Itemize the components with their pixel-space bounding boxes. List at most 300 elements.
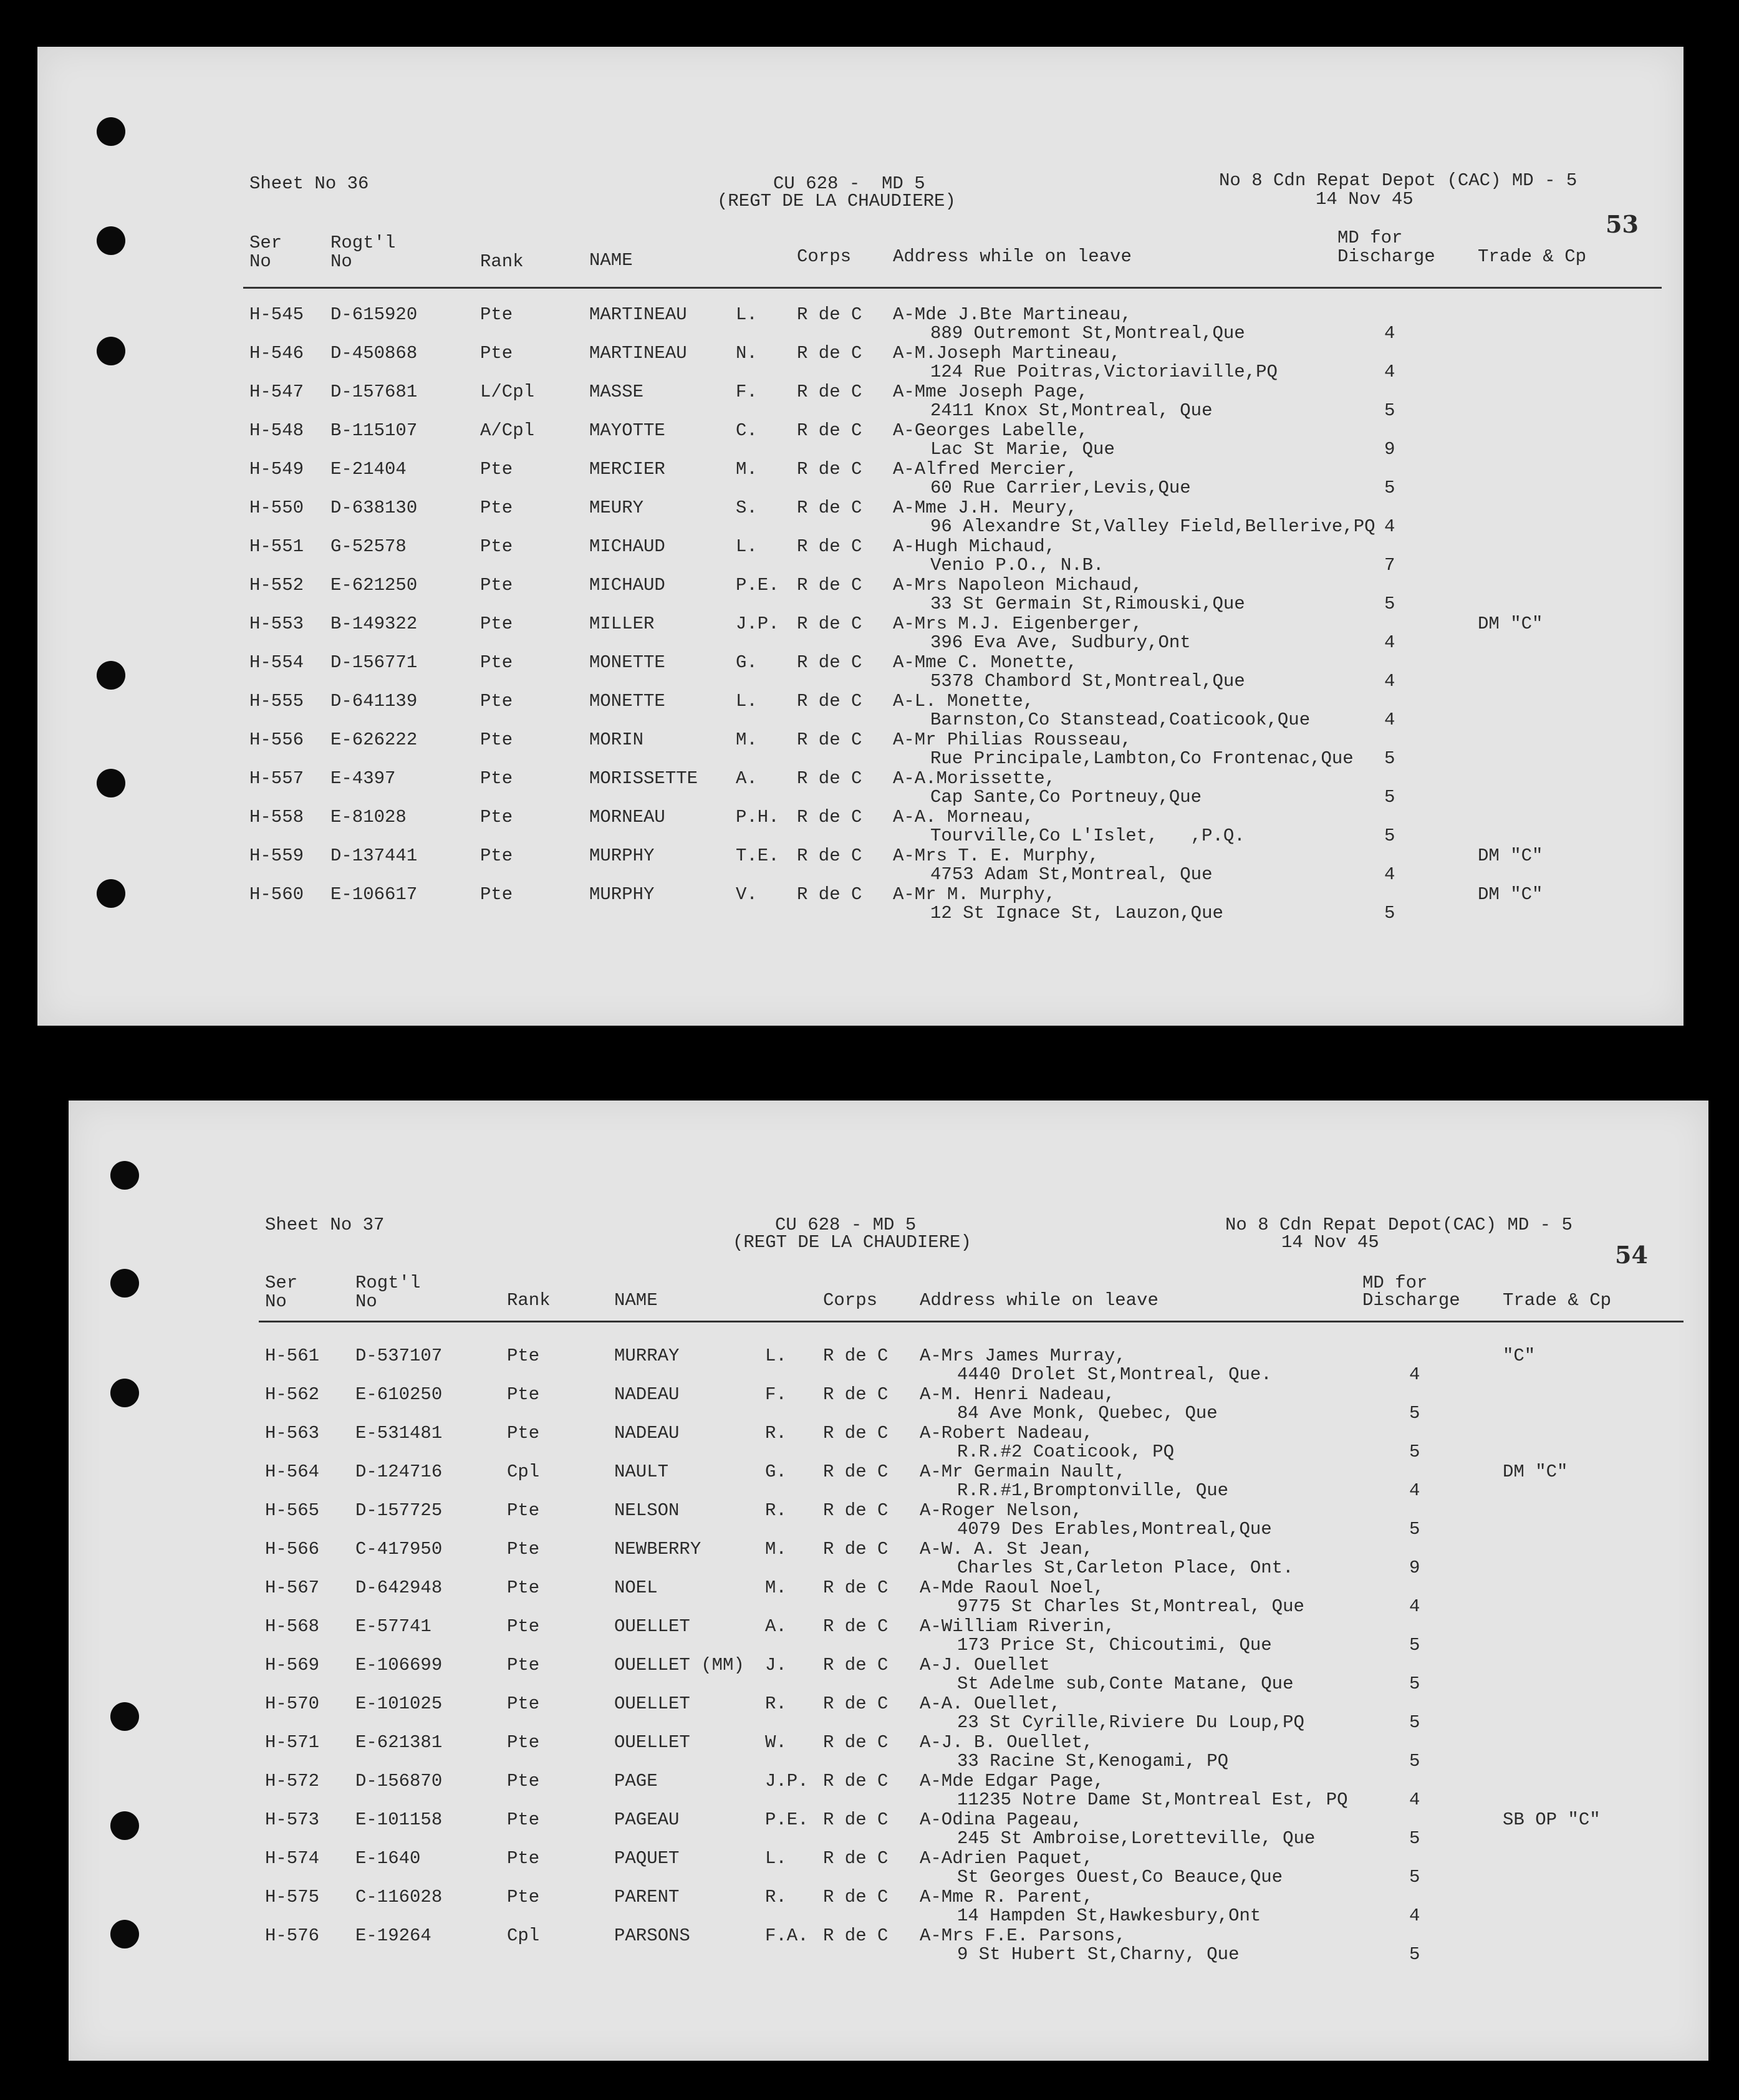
service-serial: H-549: [249, 459, 304, 479]
regimental-number: G-52578: [330, 536, 407, 557]
service-serial: H-547: [249, 382, 304, 402]
corps: R de C: [797, 575, 862, 595]
regimental-number: E-81028: [330, 807, 407, 827]
roll-row: [37, 769, 1684, 808]
initials: P.H.: [736, 807, 779, 827]
roll-row: [37, 306, 1684, 344]
depot-date: 14 Nov 45: [1316, 189, 1414, 210]
header-rule: [259, 1321, 1684, 1322]
rank: Pte: [507, 1500, 540, 1521]
roll-row: [37, 615, 1684, 653]
col-name: NAME: [614, 1290, 658, 1311]
leave-address-line-1: A-A. Ouellet,: [920, 1693, 1061, 1714]
regimental-number: C-417950: [355, 1539, 443, 1559]
corps: R de C: [823, 1577, 889, 1598]
surname: MURRAY: [614, 1346, 680, 1366]
col-ser-2: No: [249, 251, 271, 272]
leave-address-line-2: St Adelme sub,Conte Matane, Que: [957, 1674, 1294, 1694]
md-for-discharge: 5: [1409, 1403, 1420, 1423]
corps: R de C: [797, 807, 862, 827]
regimental-number: B-149322: [330, 614, 418, 634]
leave-address-line-2: Venio P.O., N.B.: [930, 555, 1104, 576]
regimental-number: D-137441: [330, 845, 418, 866]
col-name: NAME: [589, 250, 633, 271]
corps: R de C: [823, 1732, 889, 1753]
md-for-discharge: 9: [1409, 1558, 1420, 1578]
initials: N.: [736, 343, 758, 364]
leave-address-line-2: R.R.#1,Bromptonville, Que: [957, 1480, 1229, 1501]
service-serial: H-552: [249, 575, 304, 595]
leave-address-line-1: A-Robert Nadeau,: [920, 1423, 1094, 1443]
roll-row: [69, 1501, 1708, 1540]
surname: MONETTE: [589, 652, 665, 673]
initials: J.: [765, 1655, 787, 1675]
surname: MICHAUD: [589, 536, 665, 557]
service-serial: H-562: [265, 1384, 320, 1405]
initials: L.: [736, 536, 758, 557]
initials: S.: [736, 498, 758, 518]
corps: R de C: [797, 459, 862, 479]
roll-row: [37, 847, 1684, 885]
rank: Pte: [507, 1655, 540, 1675]
surname: NADEAU: [614, 1423, 680, 1443]
service-serial: H-555: [249, 691, 304, 711]
initials: R.: [765, 1423, 787, 1443]
surname: MURPHY: [589, 845, 655, 866]
service-serial: H-563: [265, 1423, 320, 1443]
md-for-discharge: 5: [1409, 1867, 1420, 1887]
leave-address-line-1: A-Mme R. Parent,: [920, 1887, 1094, 1907]
regimental-number: E-21404: [330, 459, 407, 479]
rank: Pte: [507, 1848, 540, 1869]
roll-row: [69, 1385, 1708, 1424]
service-serial: H-553: [249, 614, 304, 634]
leave-address-line-2: Charles St,Carleton Place, Ont.: [957, 1558, 1294, 1578]
surname: PARSONS: [614, 1925, 690, 1946]
corps: R de C: [797, 498, 862, 518]
surname: MURPHY: [589, 884, 655, 905]
rank: Pte: [507, 1616, 540, 1637]
leave-address-line-2: 4079 Des Erables,Montreal,Que: [957, 1519, 1272, 1539]
service-serial: H-571: [265, 1732, 320, 1753]
roll-row: [69, 1424, 1708, 1463]
service-serial: H-570: [265, 1693, 320, 1714]
leave-address-line-2: 23 St Cyrille,Riviere Du Loup,PQ: [957, 1712, 1304, 1733]
initials: G.: [765, 1462, 787, 1482]
service-serial: H-569: [265, 1655, 320, 1675]
regimental-number: E-106617: [330, 884, 418, 905]
initials: R.: [765, 1693, 787, 1714]
initials: L.: [736, 691, 758, 711]
depot-line-1: No 8 Cdn Repat Depot(CAC) MD - 5: [1225, 1215, 1573, 1235]
regimental-number: D-156771: [330, 652, 418, 673]
service-serial: H-573: [265, 1809, 320, 1830]
leave-address-line-1: A-Odina Pageau,: [920, 1809, 1083, 1830]
leave-address-line-1: A-Mde Raoul Noel,: [920, 1577, 1104, 1598]
col-md-1: MD for: [1337, 228, 1403, 248]
leave-address-line-2: 60 Rue Carrier,Levis,Que: [930, 478, 1191, 498]
md-for-discharge: 5: [1384, 748, 1395, 769]
rank: Pte: [507, 1771, 540, 1791]
leave-address-line-2: 9775 St Charles St,Montreal, Que: [957, 1596, 1304, 1617]
leave-address-line-1: A-A.Morissette,: [893, 768, 1056, 789]
col-rank: Rank: [480, 251, 524, 272]
rank: Pte: [507, 1693, 540, 1714]
surname: PARENT: [614, 1887, 680, 1907]
leave-address-line-1: A-Hugh Michaud,: [893, 536, 1056, 557]
regimental-number: E-610250: [355, 1384, 443, 1405]
service-serial: H-576: [265, 1925, 320, 1946]
leave-address-line-2: 889 Outremont St,Montreal,Que: [930, 323, 1245, 344]
roll-row: [69, 1733, 1708, 1772]
roll-row: [69, 1617, 1708, 1656]
roll-row: [69, 1656, 1708, 1695]
corps: R de C: [823, 1462, 889, 1482]
roll-row: [37, 537, 1684, 576]
leave-address-line-1: A-Mr M. Murphy,: [893, 884, 1056, 905]
regimental-number: D-156870: [355, 1771, 443, 1791]
initials: F.: [736, 382, 758, 402]
leave-address-line-2: 245 St Ambroise,Loretteville, Que: [957, 1828, 1316, 1849]
roll-row: [37, 421, 1684, 460]
leave-address-line-2: Tourville,Co L'Islet, ,P.Q.: [930, 826, 1245, 846]
leave-address-line-1: A-Mr Germain Nault,: [920, 1462, 1126, 1482]
service-serial: H-545: [249, 304, 304, 325]
regimental-number: E-4397: [330, 768, 396, 789]
regimental-number: D-537107: [355, 1346, 443, 1366]
leave-address-line-1: A-Mr Philias Rousseau,: [893, 730, 1132, 750]
roll-row: [69, 1540, 1708, 1579]
leave-address-line-1: A-J. Ouellet: [920, 1655, 1050, 1675]
md-for-discharge: 4: [1384, 516, 1395, 537]
regimental-number: D-450868: [330, 343, 418, 364]
regimental-number: D-124716: [355, 1462, 443, 1482]
trade-and-cp: DM "C": [1478, 614, 1543, 634]
leave-address-line-2: 11235 Notre Dame St,Montreal Est, PQ: [957, 1789, 1348, 1810]
rank: A/Cpl: [480, 420, 535, 441]
regimental-number: E-621381: [355, 1732, 443, 1753]
service-serial: H-561: [265, 1346, 320, 1366]
initials: M.: [765, 1539, 787, 1559]
punch-hole: [97, 117, 125, 146]
leave-address-line-2: 4440 Drolet St,Montreal, Que.: [957, 1364, 1272, 1385]
col-trade: Trade & Cp: [1478, 246, 1587, 267]
rank: Pte: [507, 1384, 540, 1405]
col-address: Address while on leave: [893, 246, 1132, 267]
surname: MORNEAU: [589, 807, 665, 827]
regimental-number: E-1640: [355, 1848, 421, 1869]
leave-address-line-2: 33 Racine St,Kenogami, PQ: [957, 1751, 1229, 1771]
corps: R de C: [823, 1500, 889, 1521]
surname: MORISSETTE: [589, 768, 698, 789]
col-regt-2: No: [355, 1291, 377, 1312]
corps: R de C: [797, 343, 862, 364]
rank: Pte: [507, 1732, 540, 1753]
rank: Pte: [480, 343, 513, 364]
roll-row: [37, 731, 1684, 769]
initials: M.: [736, 459, 758, 479]
initials: V.: [736, 884, 758, 905]
regimental-number: E-19264: [355, 1925, 431, 1946]
leave-address-line-1: A-A. Morneau,: [893, 807, 1034, 827]
rank: Pte: [480, 614, 513, 634]
col-corps: Corps: [823, 1290, 878, 1311]
corps: R de C: [797, 691, 862, 711]
trade-and-cp: SB OP "C": [1503, 1809, 1601, 1830]
leave-address-line-2: 9 St Hubert St,Charny, Que: [957, 1944, 1240, 1965]
rank: Pte: [480, 575, 513, 595]
regimental-number: D-157681: [330, 382, 418, 402]
corps: R de C: [797, 652, 862, 673]
rank: Pte: [480, 845, 513, 866]
service-serial: H-565: [265, 1500, 320, 1521]
surname: MARTINEAU: [589, 304, 687, 325]
md-for-discharge: 7: [1384, 555, 1395, 576]
initials: L.: [765, 1346, 787, 1366]
rank: Pte: [480, 730, 513, 750]
surname: NADEAU: [614, 1384, 680, 1405]
corps: R de C: [797, 845, 862, 866]
unit-line-1: CU 628 - MD 5: [773, 173, 925, 194]
rank: Pte: [507, 1577, 540, 1598]
initials: L.: [736, 304, 758, 325]
service-serial: H-554: [249, 652, 304, 673]
initials: T.E.: [736, 845, 779, 866]
corps: R de C: [823, 1655, 889, 1675]
regimental-number: D-157725: [355, 1500, 443, 1521]
surname: MONETTE: [589, 691, 665, 711]
col-rank: Rank: [507, 1290, 551, 1311]
roll-row: [69, 1463, 1708, 1501]
surname: NEWBERRY: [614, 1539, 701, 1559]
service-serial: H-557: [249, 768, 304, 789]
leave-address-line-1: A-Mrs James Murray,: [920, 1346, 1126, 1366]
leave-address-line-1: A-Mrs F.E. Parsons,: [920, 1925, 1126, 1946]
md-for-discharge: 5: [1409, 1519, 1420, 1539]
surname: MERCIER: [589, 459, 665, 479]
rank: Pte: [480, 536, 513, 557]
md-for-discharge: 4: [1384, 864, 1395, 885]
sheet-number: Sheet No 37: [265, 1215, 385, 1235]
rank: Pte: [480, 691, 513, 711]
initials: P.E.: [765, 1809, 809, 1830]
page-number: 53: [1606, 210, 1639, 238]
corps: R de C: [797, 382, 862, 402]
service-serial: H-567: [265, 1577, 320, 1598]
corps: R de C: [797, 614, 862, 634]
rank: Pte: [480, 498, 513, 518]
corps: R de C: [823, 1693, 889, 1714]
trade-and-cp: "C": [1503, 1346, 1536, 1366]
md-for-discharge: 4: [1409, 1905, 1420, 1926]
roll-row: [69, 1695, 1708, 1733]
initials: J.P.: [765, 1771, 809, 1791]
header-rule: [243, 287, 1662, 289]
surname: OUELLET: [614, 1693, 690, 1714]
md-for-discharge: 9: [1384, 439, 1395, 460]
roll-row: [37, 576, 1684, 615]
leave-address-line-2: 4753 Adam St,Montreal, Que: [930, 864, 1213, 885]
regimental-number: D-642948: [355, 1577, 443, 1598]
roll-row: [69, 1888, 1708, 1927]
col-address: Address while on leave: [920, 1290, 1159, 1311]
regimental-number: C-116028: [355, 1887, 443, 1907]
leave-address-line-1: A-W. A. St Jean,: [920, 1539, 1094, 1559]
rank: Pte: [507, 1887, 540, 1907]
initials: F.: [765, 1384, 787, 1405]
surname: MORIN: [589, 730, 644, 750]
surname: OUELLET (MM): [614, 1655, 744, 1675]
roll-row: [37, 499, 1684, 537]
leave-address-line-1: A-J. B. Ouellet,: [920, 1732, 1094, 1753]
corps: R de C: [823, 1346, 889, 1366]
md-for-discharge: 5: [1384, 478, 1395, 498]
md-for-discharge: 5: [1409, 1944, 1420, 1965]
leave-address-line-1: A-Adrien Paquet,: [920, 1848, 1094, 1869]
md-for-discharge: 5: [1409, 1674, 1420, 1694]
col-regt-1: Rogt'l: [330, 233, 396, 253]
nominal-roll-sheet-37: [69, 1101, 1708, 2061]
leave-address-line-2: 12 St Ignace St, Lauzon,Que: [930, 903, 1223, 923]
leave-address-line-1: A-Mme C. Monette,: [893, 652, 1077, 673]
surname: MILLER: [589, 614, 655, 634]
surname: NELSON: [614, 1500, 680, 1521]
leave-address-line-1: A-Mrs Napoleon Michaud,: [893, 575, 1143, 595]
md-for-discharge: 5: [1384, 826, 1395, 846]
trade-and-cp: DM "C": [1478, 884, 1543, 905]
roll-row: [69, 1849, 1708, 1888]
md-for-discharge: 4: [1409, 1480, 1420, 1501]
leave-address-line-1: A-Mme J.H. Meury,: [893, 498, 1077, 518]
corps: R de C: [823, 1809, 889, 1830]
surname: PAGE: [614, 1771, 658, 1791]
initials: C.: [736, 420, 758, 441]
sheet-number: Sheet No 36: [249, 173, 369, 194]
roll-row: [37, 653, 1684, 692]
md-for-discharge: 4: [1384, 671, 1395, 691]
leave-address-line-2: 96 Alexandre St,Valley Field,Bellerive,PQ: [930, 516, 1375, 537]
rank: Pte: [480, 459, 513, 479]
md-for-discharge: 5: [1384, 903, 1395, 923]
initials: M.: [736, 730, 758, 750]
md-for-discharge: 5: [1409, 1635, 1420, 1655]
leave-address-line-2: Rue Principale,Lambton,Co Frontenac,Que: [930, 748, 1354, 769]
rank: Cpl: [507, 1462, 540, 1482]
surname: NAULT: [614, 1462, 669, 1482]
leave-address-line-1: A-Georges Labelle,: [893, 420, 1089, 441]
col-trade: Trade & Cp: [1503, 1290, 1612, 1311]
leave-address-line-1: A-L. Monette,: [893, 691, 1034, 711]
rank: Pte: [507, 1346, 540, 1366]
leave-address-line-1: A-Mde Edgar Page,: [920, 1771, 1104, 1791]
surname: MICHAUD: [589, 575, 665, 595]
md-for-discharge: 4: [1409, 1364, 1420, 1385]
col-regt-2: No: [330, 251, 352, 272]
md-for-discharge: 4: [1384, 362, 1395, 382]
corps: R de C: [823, 1925, 889, 1946]
initials: W.: [765, 1732, 787, 1753]
col-corps: Corps: [797, 246, 852, 267]
surname: NOEL: [614, 1577, 658, 1598]
corps: R de C: [823, 1539, 889, 1559]
md-for-discharge: 5: [1384, 400, 1395, 421]
rank: Pte: [480, 884, 513, 905]
trade-and-cp: DM "C": [1478, 845, 1543, 866]
col-md-2: Discharge: [1362, 1290, 1460, 1311]
md-for-discharge: 4: [1384, 710, 1395, 730]
corps: R de C: [823, 1384, 889, 1405]
roll-row: [69, 1927, 1708, 1965]
roll-row: [37, 344, 1684, 383]
depot-date: 14 Nov 45: [1281, 1232, 1379, 1253]
surname: PAGEAU: [614, 1809, 680, 1830]
rank: Pte: [480, 304, 513, 325]
surname: MASSE: [589, 382, 644, 402]
rank: Pte: [480, 652, 513, 673]
surname: MARTINEAU: [589, 343, 687, 364]
corps: R de C: [823, 1616, 889, 1637]
md-for-discharge: 5: [1409, 1712, 1420, 1733]
corps: R de C: [797, 536, 862, 557]
service-serial: H-575: [265, 1887, 320, 1907]
service-serial: H-551: [249, 536, 304, 557]
regimental-number: E-531481: [355, 1423, 443, 1443]
service-serial: H-566: [265, 1539, 320, 1559]
nominal-roll-sheet-36: [37, 47, 1684, 1026]
corps: R de C: [797, 884, 862, 905]
col-ser-1: Ser: [265, 1273, 298, 1293]
roll-row: [37, 692, 1684, 731]
service-serial: H-546: [249, 343, 304, 364]
page-number: 54: [1615, 1241, 1648, 1269]
unit-line-1: CU 628 - MD 5: [775, 1215, 917, 1235]
surname: MAYOTTE: [589, 420, 665, 441]
service-serial: H-568: [265, 1616, 320, 1637]
service-serial: H-572: [265, 1771, 320, 1791]
punch-hole: [110, 1269, 139, 1298]
regimental-number: D-638130: [330, 498, 418, 518]
leave-address-line-2: 124 Rue Poitras,Victoriaville,PQ: [930, 362, 1278, 382]
rank: Pte: [507, 1539, 540, 1559]
punch-hole: [97, 226, 125, 255]
col-md-2: Discharge: [1337, 246, 1435, 267]
rank: Cpl: [507, 1925, 540, 1946]
service-serial: H-550: [249, 498, 304, 518]
regimental-number: D-641139: [330, 691, 418, 711]
roll-row: [69, 1811, 1708, 1849]
regimental-number: E-621250: [330, 575, 418, 595]
leave-address-line-2: 173 Price St, Chicoutimi, Que: [957, 1635, 1272, 1655]
rank: Pte: [480, 807, 513, 827]
surname: OUELLET: [614, 1616, 690, 1637]
md-for-discharge: 5: [1409, 1751, 1420, 1771]
roll-row: [37, 383, 1684, 421]
leave-address-line-2: R.R.#2 Coaticook, PQ: [957, 1442, 1175, 1462]
initials: J.P.: [736, 614, 779, 634]
corps: R de C: [823, 1423, 889, 1443]
leave-address-line-2: 33 St Germain St,Rimouski,Que: [930, 594, 1245, 614]
initials: P.E.: [736, 575, 779, 595]
initials: F.A.: [765, 1925, 809, 1946]
leave-address-line-2: 14 Hampden St,Hawkesbury,Ont: [957, 1905, 1261, 1926]
corps: R de C: [823, 1771, 889, 1791]
leave-address-line-1: A-Roger Nelson,: [920, 1500, 1083, 1521]
rank: Pte: [507, 1423, 540, 1443]
leave-address-line-1: A-Mrs T. E. Murphy,: [893, 845, 1099, 866]
md-for-discharge: 5: [1384, 594, 1395, 614]
roll-row: [37, 808, 1684, 847]
unit-line-2: (REGT DE LA CHAUDIERE): [733, 1232, 971, 1253]
